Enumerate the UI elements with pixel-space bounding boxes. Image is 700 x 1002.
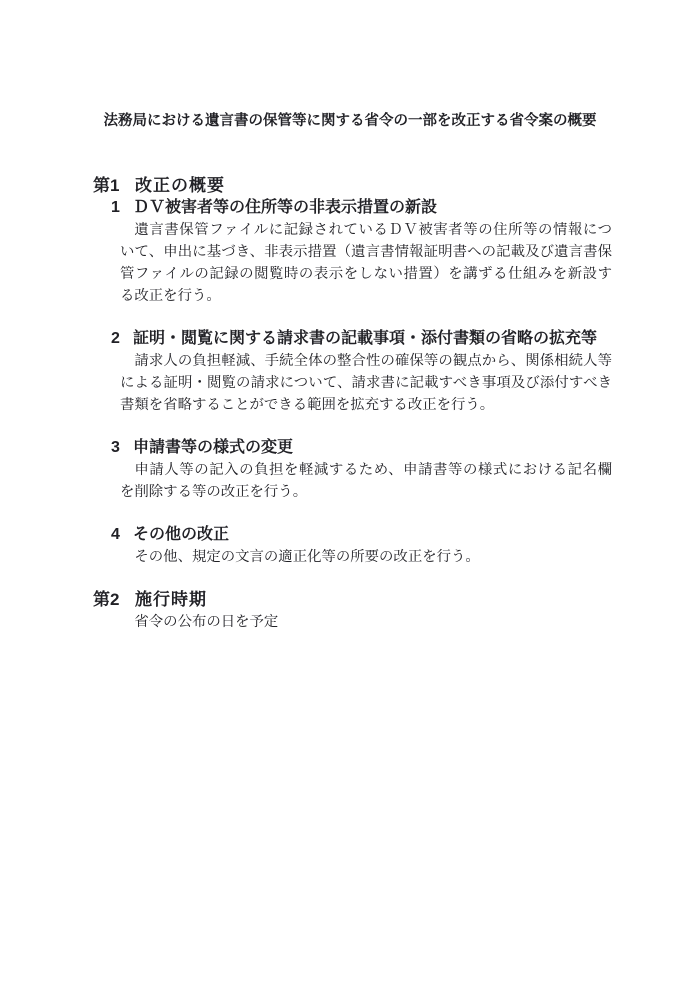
section-1-heading [93, 175, 225, 197]
section-1-number: 第1 [93, 176, 120, 195]
section-1-title: 改正の概要 [135, 176, 225, 195]
item-4-title: その他の改正 [133, 526, 230, 543]
body-line: 省令の公布の日を予定 [134, 614, 279, 630]
section-2-title: 施行時期 [135, 590, 207, 609]
body-line: 遺言書保管ファイルに記録されているＤＶ被害者等の住所等の情報につ [134, 222, 612, 238]
item-4-number: 4 [111, 526, 120, 543]
item-2-number: 2 [111, 330, 120, 347]
item-4-heading [111, 524, 229, 546]
item-2-paragraph [120, 350, 612, 416]
item-3-paragraph [120, 459, 612, 503]
section-2-paragraph [120, 611, 612, 633]
body-line: 管ファイルの記録の閲覧時の表示をしない措置）を講ずる仕組みを新設す [120, 266, 612, 282]
section-2-number: 第2 [93, 590, 120, 609]
item-1-number: 1 [111, 199, 120, 216]
item-2-heading [111, 328, 597, 350]
body-line: る改正を行う。 [120, 288, 221, 304]
body-line: による証明・閲覧の請求について、請求書に記載すべき事項及び添付すべき [120, 375, 612, 391]
body-line: 書類を省略することができる範囲を拡充する改正を行う。 [120, 397, 495, 413]
body-line: その他、規定の文言の適正化等の所要の改正を行う。 [134, 549, 480, 565]
item-2-title: 証明・閲覧に関する請求書の記載事項・添付書類の省略の拡充等 [133, 330, 598, 347]
section-2-heading [93, 589, 207, 611]
item-1-heading [111, 197, 437, 219]
item-3-heading [111, 437, 293, 459]
item-1-paragraph [120, 219, 612, 307]
item-3-title: 申請書等の様式の変更 [133, 439, 294, 456]
body-line: 請求人の負担軽減、手続全体の整合性の確保等の観点から、関係相続人等 [134, 353, 612, 369]
item-4-paragraph [120, 546, 612, 568]
body-line: いて、申出に基づき、非表示措置（遺言書情報証明書への記載及び遺言書保 [120, 244, 612, 260]
document-title: 法務局における遺言書の保管等に関する省令の一部を改正する省令案の概要 [103, 113, 597, 129]
item-1-title: ＤＶ被害者等の住所等の非表示措置の新設 [133, 199, 438, 216]
body-line: を削除する等の改正を行う。 [120, 484, 308, 500]
item-3-number: 3 [111, 439, 120, 456]
body-line: 申請人等の記入の負担を軽減するため、申請書等の様式における記名欄 [134, 462, 612, 478]
